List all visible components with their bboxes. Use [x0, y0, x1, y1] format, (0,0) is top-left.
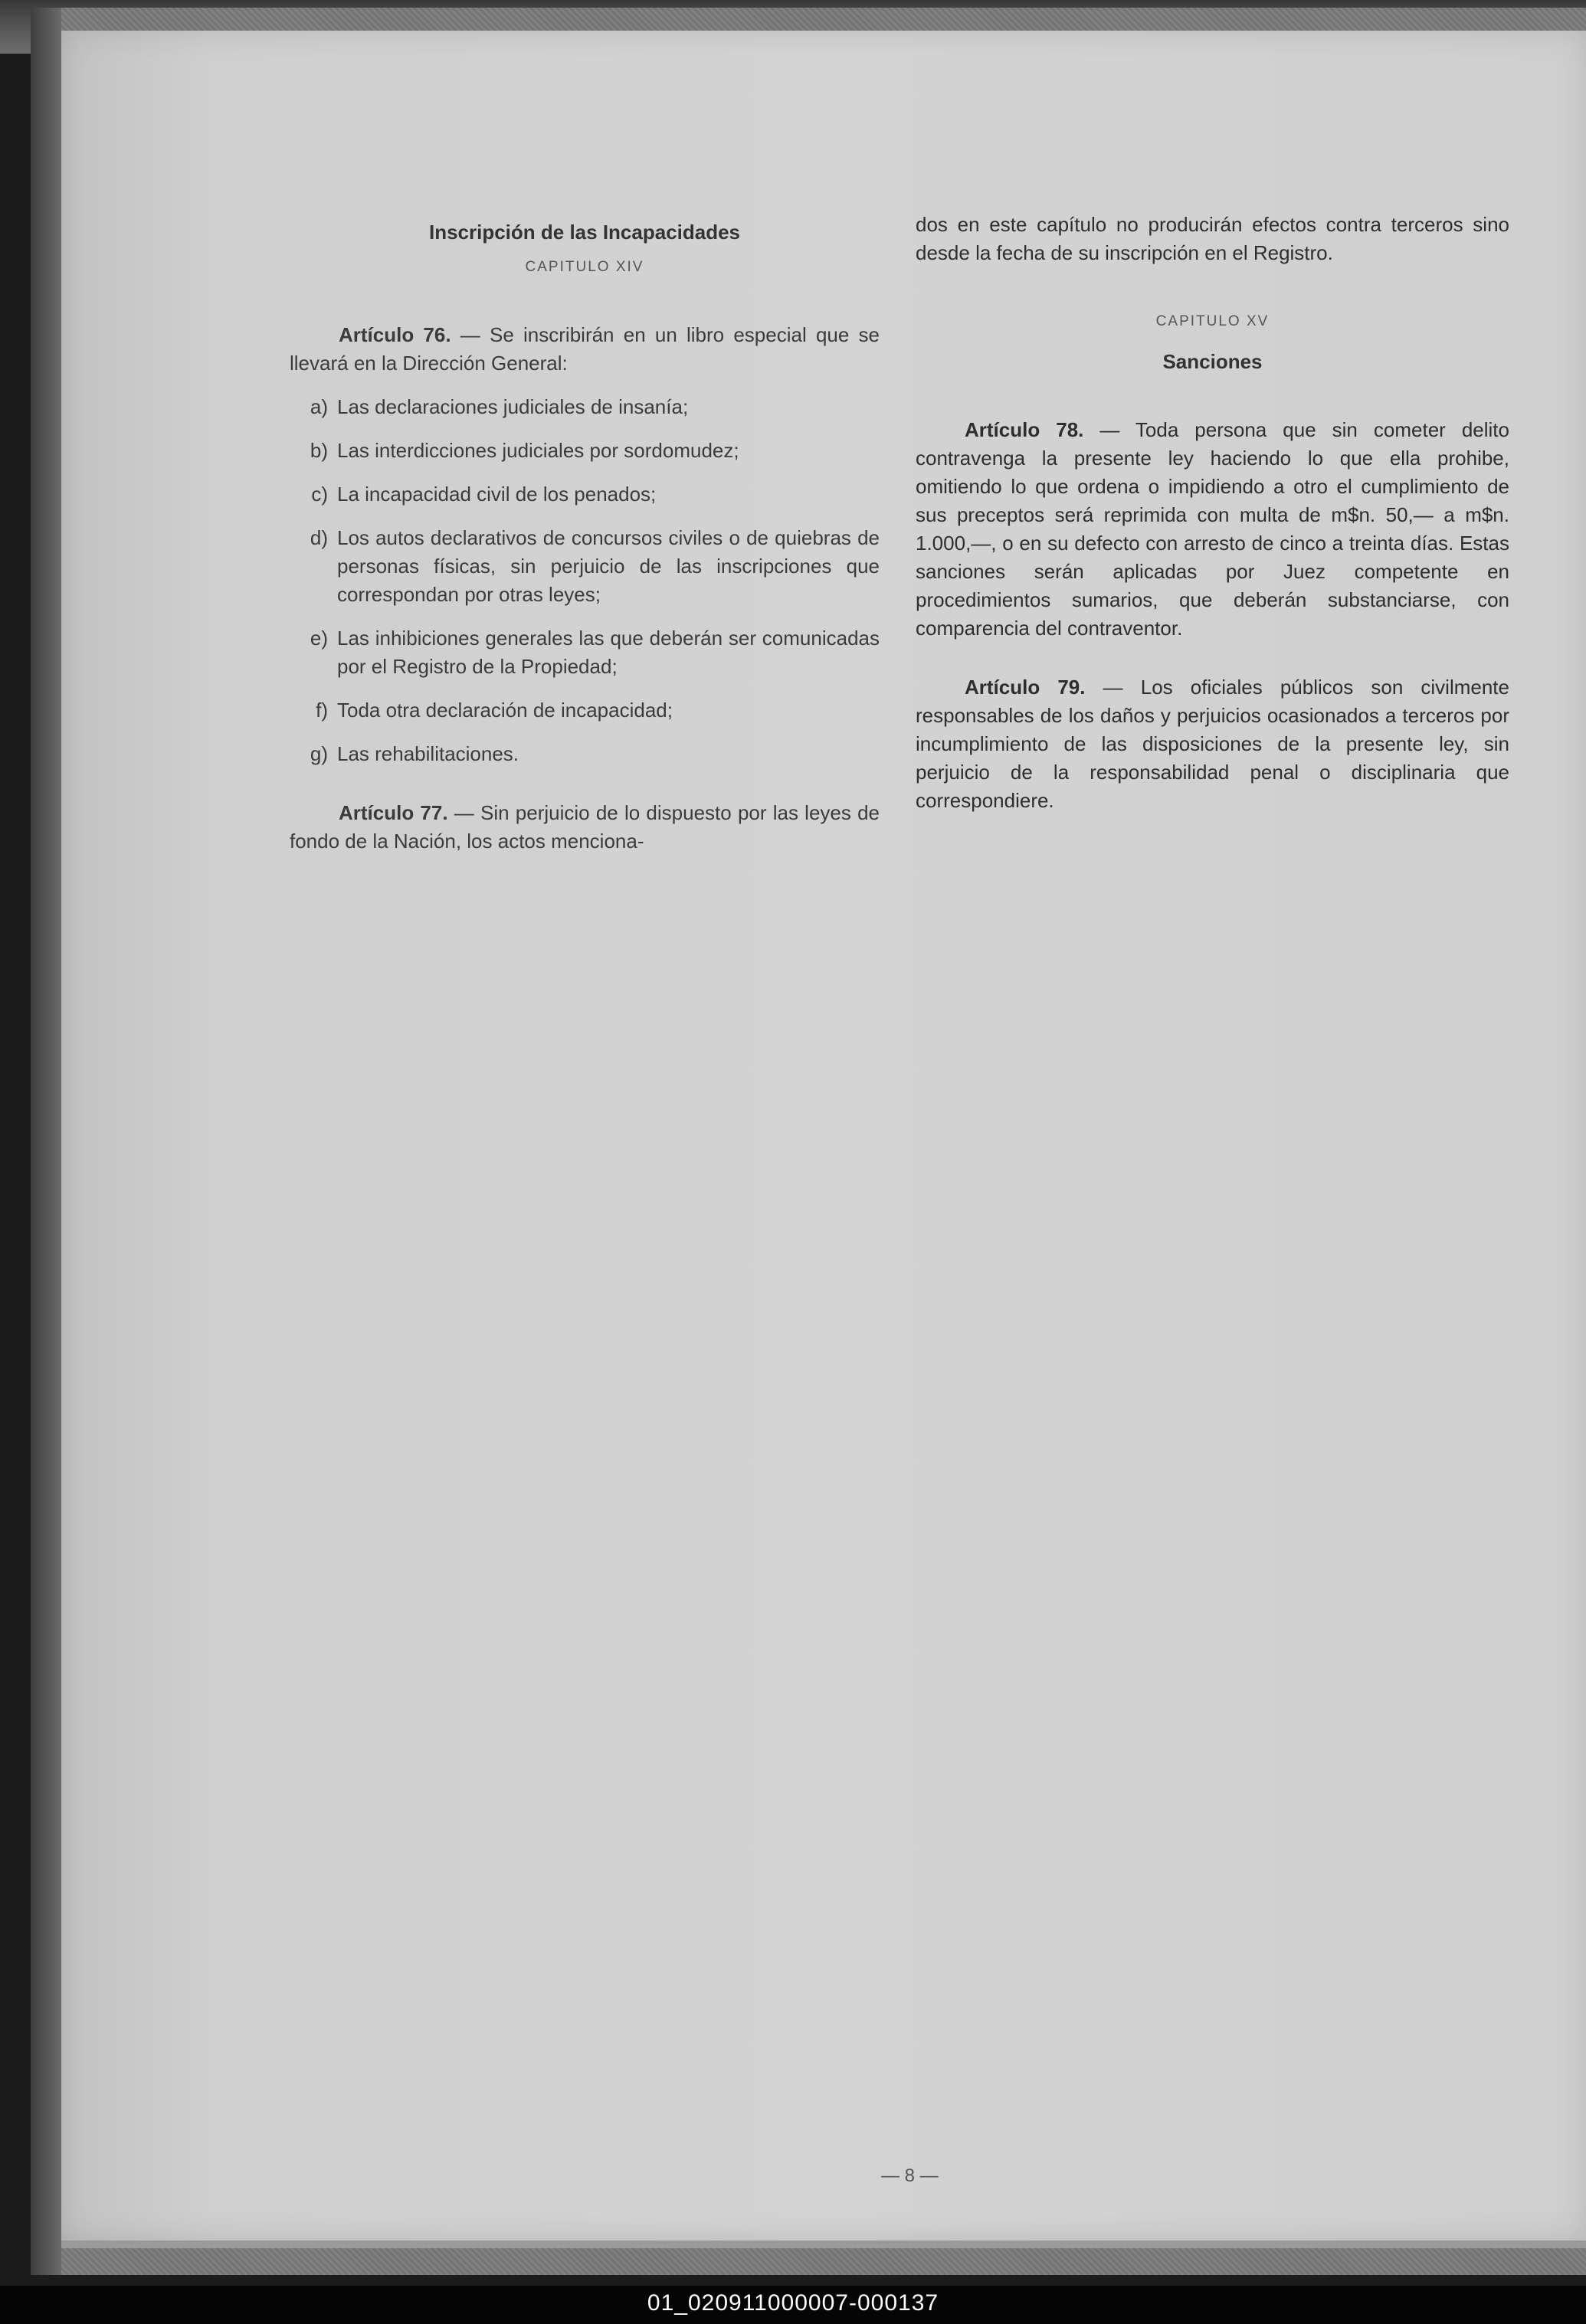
page-edge — [61, 2241, 1586, 2248]
list-item — [290, 696, 880, 725]
list-item-text: Las inhibiciones generales las que deberán ser comunicadas por el Registro de la Propiedad; — [337, 627, 880, 678]
section-heading-sanciones: Sanciones — [1162, 350, 1263, 373]
list-item-letter: d) — [310, 526, 328, 549]
chapter-label-xiv: CAPITULO XIV — [525, 259, 644, 275]
article-79-text: — Los oficiales públicos son civilmente responsables de los daños y perjuicios ocasionados a terceros por incumplimiento de las disposiciones de la presente ley, sin perjuicio de la responsabilidad penal o disciplinaria que correspondiere. — [916, 676, 1509, 812]
list-item-text: Los autos declarativos de concursos civiles o de quiebras de personas físicas, sin perjuicio de las inscripciones que correspondan por otras leyes; — [337, 526, 880, 606]
list-item-text: Toda otra declaración de incapacidad; — [337, 699, 673, 722]
list-item-letter: b) — [310, 439, 328, 462]
list-item — [290, 624, 880, 681]
page-number: — 8 — — [881, 2165, 939, 2186]
article-77-title: Artículo 77. — [339, 801, 448, 824]
list-item-letter: e) — [310, 627, 328, 650]
list-item — [290, 437, 880, 465]
list-item-text: Las declaraciones judiciales de insanía; — [337, 395, 689, 418]
list-item-text: La incapacidad civil de los penados; — [337, 483, 657, 506]
list-item-letter: c) — [311, 483, 328, 506]
article-79-title: Artículo 79. — [965, 676, 1086, 699]
chapter-label-xv: CAPITULO XV — [1155, 313, 1270, 329]
article-76-title: Artículo 76. — [339, 323, 451, 346]
list-item-letter: g) — [310, 742, 328, 765]
article-76-text: — Se inscribirán en un libro especial que se llevará en la Dirección General: — [290, 323, 880, 375]
scan-label: 01_020911000007-000137 — [647, 2290, 939, 2316]
article-78-text: — Toda persona que sin cometer delito contravenga la presente ley haciendo lo que ella prohibe, omitiendo lo que ordena o impidiendo a otro el cumplimiento de sus preceptos será reprimida con multa de m$n. 50,— a m$n. 1.000,—, o en su defecto con arresto de cinco a treinta días. Estas sanciones serán aplicadas por Juez competente en procedimientos sumarios, que deberán substanciarse, con comparencia del contraventor. — [916, 418, 1509, 640]
article-78 — [916, 416, 1509, 643]
article-78-title: Artículo 78. — [965, 418, 1084, 441]
list-item — [290, 740, 880, 768]
right-column — [916, 211, 1509, 815]
incapacity-list — [290, 393, 880, 768]
list-item-text: Las interdicciones judiciales por sordomudez; — [337, 439, 739, 462]
article-77-text: — Sin perjuicio de lo dispuesto por las leyes de fondo de la Nación, los actos menciona- — [290, 801, 880, 853]
list-item — [290, 480, 880, 509]
list-item-letter: f) — [316, 699, 328, 722]
article-77-continuation: dos en este capítulo no producirán efectos contra terceros sino desde la fecha de su inscripción en el Registro. — [916, 213, 1509, 264]
list-item — [290, 524, 880, 609]
article-76 — [290, 321, 880, 378]
list-item-letter: a) — [310, 395, 328, 418]
article-77 — [290, 799, 880, 856]
list-item-text: Las rehabilitaciones. — [337, 742, 519, 765]
left-column — [290, 211, 880, 856]
article-79 — [916, 673, 1509, 815]
section-heading-incapacidades: Inscripción de las Incapacidades — [428, 221, 741, 244]
list-item — [290, 393, 880, 421]
book-spine — [31, 8, 61, 2275]
